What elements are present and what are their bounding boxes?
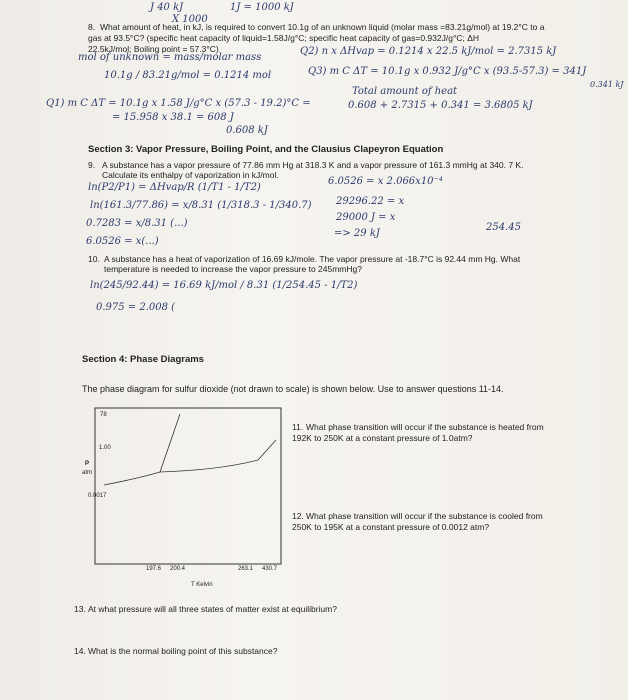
- q13-number: 13.: [74, 604, 86, 614]
- section4-title: Section 4: Phase Diagrams: [82, 354, 204, 365]
- q9-work-2: 6.0526 = x 2.066x10⁻⁴: [328, 176, 443, 187]
- x-tick-430.7: 430.7: [262, 566, 278, 572]
- q10-work-2: 0.975 = 2.008 (: [96, 302, 176, 313]
- q12-number: 12.: [292, 511, 304, 521]
- q8-work-3: 10.1g / 83.21g/mol = 0.1214 mol: [104, 70, 272, 81]
- note-top-a: J 40 kJ: [150, 2, 184, 13]
- melting-curve: [160, 414, 180, 472]
- q10-line1: A substance has a heat of vaporization of 16.69 kJ/mole. The vapor pressure at -18.7°C is 92.44 mm Hg. What: [104, 254, 521, 264]
- q10-line2: temperature is needed to increase the vapor pressure to 245mmHg?: [104, 264, 362, 274]
- y-tick-78: 78: [100, 412, 107, 418]
- q9-work-8: => 29 kJ: [334, 228, 380, 239]
- sublimation-curve: [104, 472, 160, 485]
- q9-work-5: 0.7283 = x/8.31 (...): [86, 218, 188, 229]
- diagram-frame: [95, 408, 281, 564]
- q11-line1: What phase transition will occur if the substance is heated from: [306, 422, 544, 432]
- q12-line1: What phase transition will occur if the substance is cooled from: [306, 511, 543, 521]
- q9-work-6: 29000 J = x: [336, 212, 396, 223]
- q8-work-10: 0.341 kJ: [590, 80, 624, 89]
- q9-work-3: ln(161.3/77.86) = x/8.31 (1/318.3 - 1/340.7): [90, 200, 312, 211]
- q8-work-2: Q2) n x ΔHvap = 0.1214 x 22.5 kJ/mol = 2.7315 kJ: [300, 46, 557, 57]
- q8-line3: 22.5kJ/mol; Boiling point = 57.3°C): [88, 44, 219, 54]
- q9-work-4: 29296.22 = x: [336, 196, 405, 207]
- q8-line2: gas at 93.5°C? (specific heat capacity of liquid=1.58J/g°C; specific heat capacity of gas=0.932J/g°C; ΔH: [88, 33, 480, 43]
- q9-line1: A substance has a vapor pressure of 77.86 mm Hg at 318.3 K and a vapor pressure of 161.3 mmHg at 340. 7 K.: [102, 160, 524, 170]
- x-tick-200.4: 200.4: [170, 566, 186, 572]
- section3-title: Section 3: Vapor Pressure, Boiling Point, and the Clausius Clapeyron Equation: [88, 144, 444, 155]
- q8-line1: What amount of heat, in kJ, is required to convert 10.1g of an unknown liquid (molar mass =83.21g/mol) at 19.2°C to a: [100, 22, 545, 32]
- q11-line2: 192K to 250K at a constant pressure of 1.0atm?: [292, 433, 473, 443]
- q9-work-9: 254.45: [486, 222, 521, 233]
- q8-work-1: mol of unknown = mass/molar mass: [78, 52, 262, 63]
- y-axis-unit: atm: [82, 470, 93, 476]
- y-axis-label: P: [85, 461, 90, 467]
- q14-number: 14.: [74, 646, 86, 656]
- note-top-c: X 1000: [172, 14, 208, 25]
- q9-work-1: ln(P2/P1) = ΔHvap/R (1/T1 - 1/T2): [88, 182, 261, 193]
- x-axis-label: T Kelvin: [191, 582, 213, 588]
- q12-line2: 250K to 195K at a constant pressure of 0.0012 atm?: [292, 522, 490, 532]
- q8-work-6: = 15.958 x 38.1 = 608 J: [112, 112, 234, 123]
- q14-line1: What is the normal boiling point of this substance?: [88, 646, 278, 656]
- x-tick-263.1: 263.1: [238, 566, 254, 572]
- q13-line1: At what pressure will all three states of matter exist at equilibrium?: [88, 604, 337, 614]
- section4-intro: The phase diagram for sulfur dioxide (not drawn to scale) is shown below. Use to answer questions 11-14.: [82, 384, 504, 394]
- q8-work-7: 0.608 kJ: [226, 125, 268, 136]
- q8-number: 8.: [88, 22, 96, 32]
- q10-work-1: ln(245/92.44) = 16.69 kJ/mol / 8.31 (1/254.45 - 1/T2): [90, 280, 358, 291]
- q8-work-8: Total amount of heat: [352, 86, 458, 97]
- q11-number: 11.: [292, 422, 304, 432]
- q9-work-7: 6.0526 = x(...): [86, 236, 159, 247]
- y-tick-0.0017: 0.0017: [88, 493, 107, 499]
- q8-work-5: Q1) m C ΔT = 10.1g x 1.58 J/g°C x (57.3 - 19.2)°C =: [46, 98, 311, 109]
- q9-number: 9.: [88, 160, 96, 170]
- vaporization-curve: [160, 440, 276, 472]
- q9-line2: Calculate its enthalpy of vaporization in kJ/mol.: [102, 170, 279, 180]
- x-tick-197.6: 197.6: [146, 566, 162, 572]
- note-top-b: 1J = 1000 kJ: [230, 2, 294, 13]
- y-tick-1: 1.00: [99, 445, 111, 451]
- q8-work-4: Q3) m C ΔT = 10.1g x 0.932 J/g°C x (93.5-57.3) = 341J: [308, 66, 587, 77]
- q10-number: 10.: [88, 254, 100, 264]
- q8-work-9: 0.608 + 2.7315 + 0.341 = 3.6805 kJ: [348, 100, 533, 111]
